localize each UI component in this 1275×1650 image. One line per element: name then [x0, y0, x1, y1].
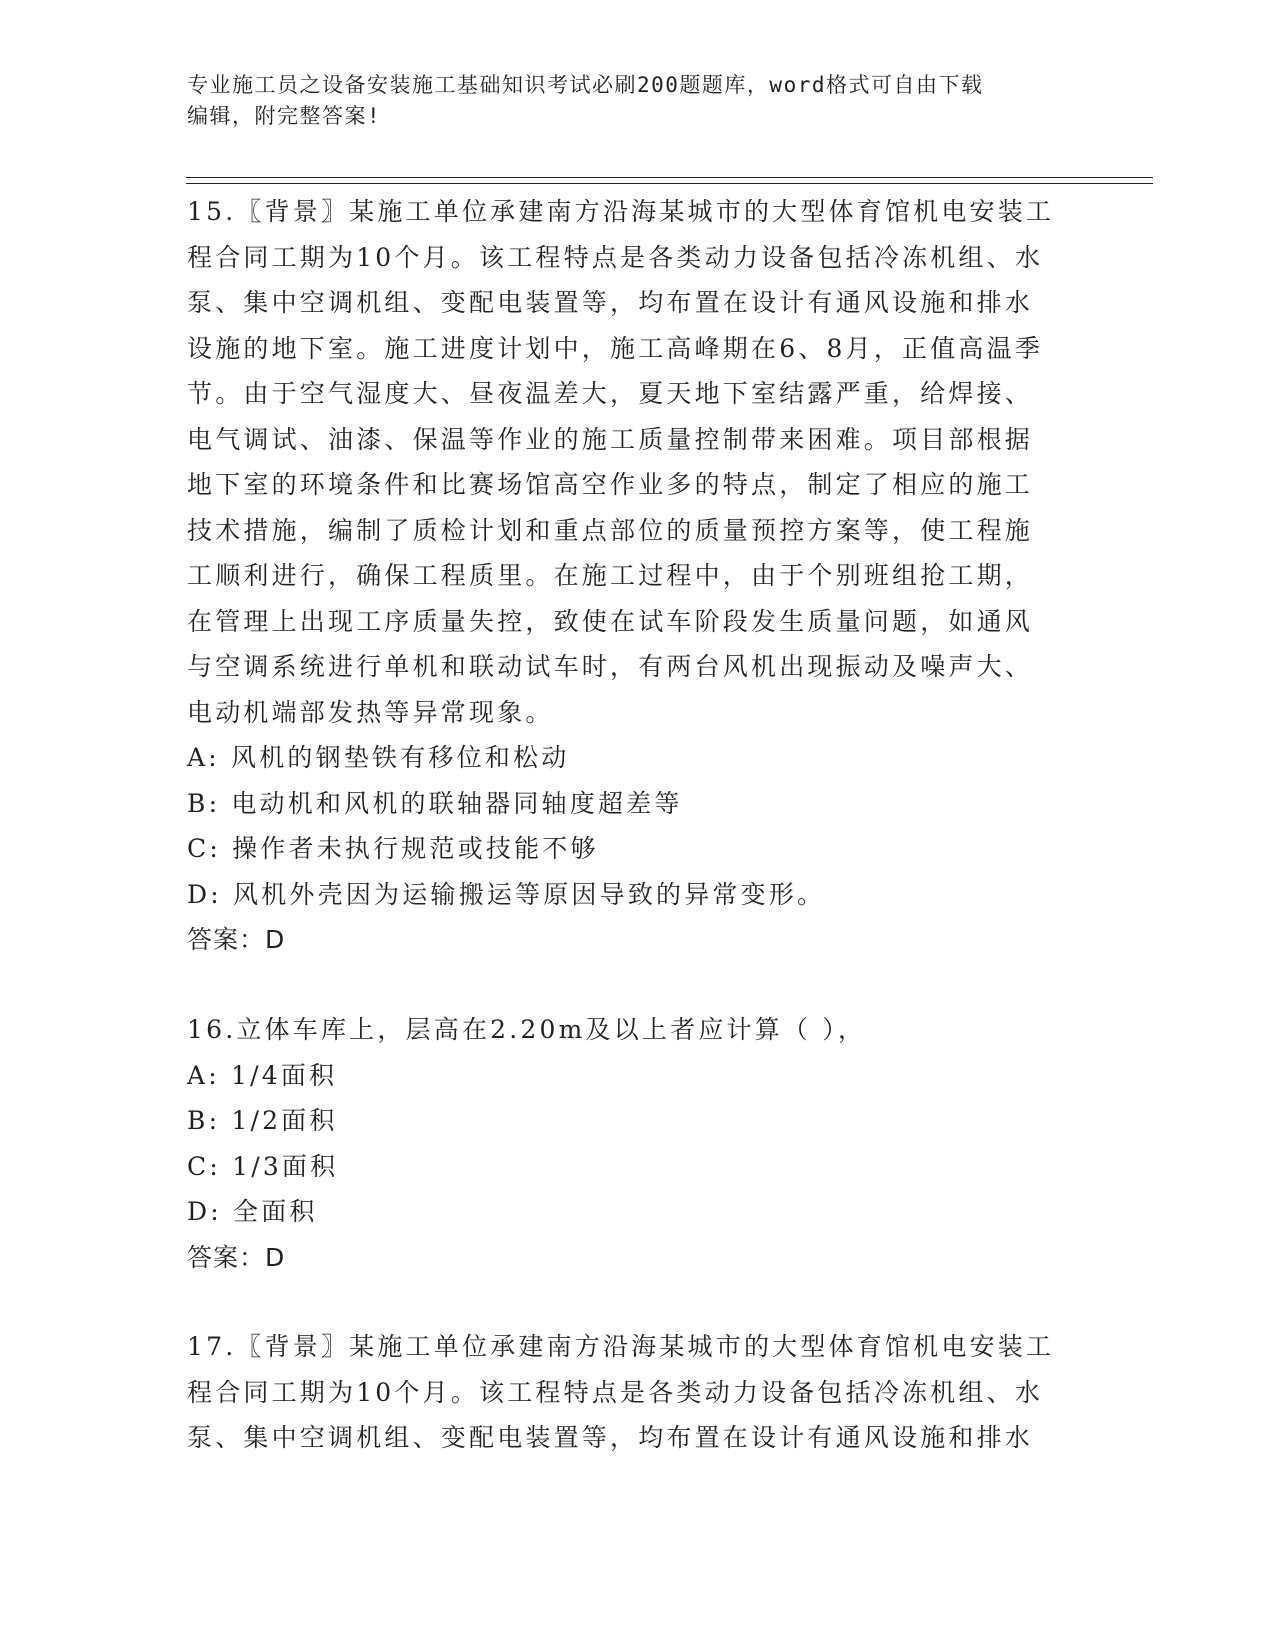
- option-d: D: 风机外壳因为运输搬运等原因导致的异常变形。: [187, 879, 826, 909]
- stem-line: 17.〖背景〗某施工单位承建南方沿海某城市的大型体育馆机电安装工: [187, 1332, 1055, 1361]
- option-d: D: 全面积: [187, 1197, 318, 1226]
- option-b: B: 电动机和风机的联轴器同轴度超差等: [187, 788, 683, 818]
- answer-line: 答案：D: [187, 925, 286, 954]
- stem-line: 地下室的环境条件和比赛场馆高空作业多的特点，制定了相应的施工: [187, 470, 1034, 499]
- stem-line: 泵、集中空调机组、变配电装置等，均布置在设计有通风设施和排水: [187, 1423, 1034, 1452]
- stem-line: 节。由于空气湿度大、昼夜温差大，夏天地下室结露严重，给焊接、: [187, 379, 1034, 408]
- document-header: [187, 70, 1077, 132]
- stem-line: 程合同工期为10个月。该工程特点是各类动力设备包括冷冻机组、水: [187, 1377, 1044, 1407]
- option-a: A: 风机的钢垫铁有移位和松动: [187, 743, 570, 772]
- question-block: [187, 189, 1087, 963]
- stem-line: 泵、集中空调机组、变配电装置等，均布置在设计有通风设施和排水: [187, 288, 1034, 317]
- option-b: B: 1/2面积: [187, 1106, 338, 1135]
- stem-line: 程合同工期为10个月。该工程特点是各类动力设备包括冷冻机组、水: [187, 242, 1044, 272]
- option-c: C: 操作者未执行规范或技能不够: [187, 834, 599, 863]
- stem-line: 电气调试、油漆、保温等作业的施工质量控制带来困难。项目部根据: [187, 424, 1034, 454]
- header-line: 编辑，附完整答案!: [187, 104, 382, 128]
- stem-line: 设施的地下室。施工进度计划中，施工高峰期在6、8月，正值高温季: [187, 333, 1044, 363]
- stem-line: 15.〖背景〗某施工单位承建南方沿海某城市的大型体育馆机电安装工: [187, 197, 1055, 226]
- header-line: 专业施工员之设备安装施工基础知识考试必刷200题题库，word格式可自由下载: [187, 73, 984, 97]
- stem-line: 工顺利进行，确保工程质里。在施工过程中，由于个别班组抢工期，: [187, 561, 1034, 590]
- question-stem: [187, 189, 1087, 735]
- stem-line: 电动机端部发热等异常现象。: [187, 697, 554, 727]
- question-stem: 16.立体车库上，层高在2.20m及以上者应计算（ ），: [187, 1015, 867, 1044]
- question-block: [187, 1324, 1087, 1461]
- stem-line: 技术措施，编制了质检计划和重点部位的质量预控方案等，使工程施: [187, 515, 1034, 545]
- question-block: [187, 1007, 1087, 1280]
- header-divider: [186, 183, 1153, 184]
- stem-line: 在管理上出现工序质量失控，致使在试车阶段发生质量问题，如通风: [187, 606, 1034, 636]
- option-c: C: 1/3面积: [187, 1151, 339, 1181]
- stem-line: 与空调系统进行单机和联动试车时，有两台风机出现振动及噪声大、: [187, 652, 1034, 681]
- option-a: A: 1/4面积: [187, 1060, 338, 1090]
- answer-line: 答案：D: [187, 1242, 286, 1272]
- header-divider: [186, 177, 1153, 178]
